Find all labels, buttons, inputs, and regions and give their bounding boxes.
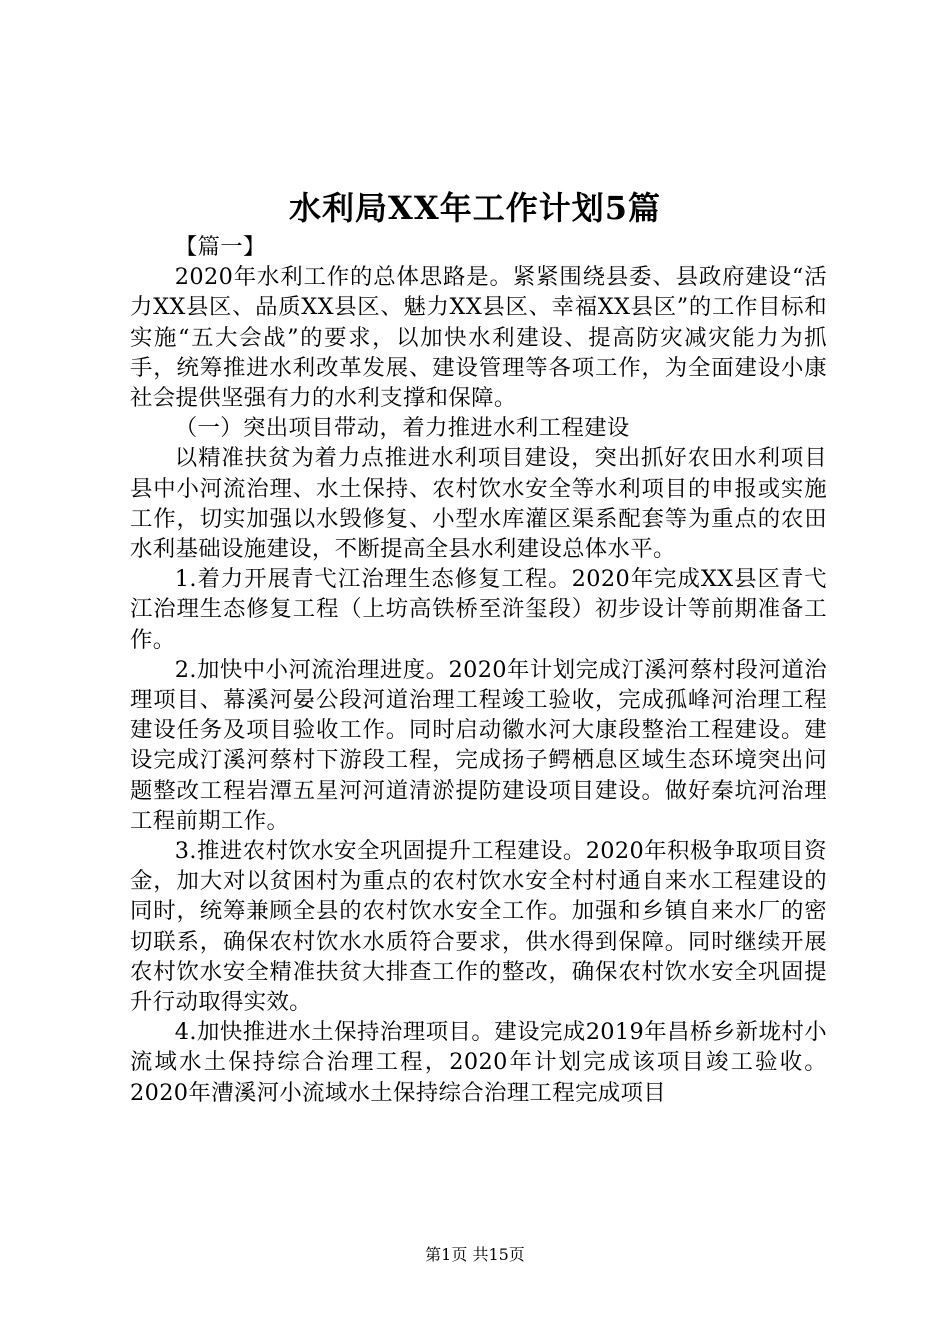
section-heading: （一）突出项目带动，着力推进水利工程建设	[174, 415, 630, 442]
paragraph: 3.推进农村饮水安全巩固提升工程建设。2020年积极争取项目资金，加大对以贫困村为重点的农村饮水安全村村通自来水工程建设的同时，统筹兼顾全县的农村饮水安全工作。加强和乡镇自来水厂的密切联系，确保农村饮水水质符合要求，供水得到保障。同时继续开展农村饮水安全精准扶贫大排查工作的整改，确保农村饮水安全巩固提升行动取得实效。	[130, 838, 827, 1016]
paragraph: 4.加快推进水土保持治理项目。建设完成2019年昌桥乡新垅村小流域水土保持综合治理工程，2020年计划完成该项目竣工验收。2020年漕溪河小流域水土保持综合治理工程完成项目	[130, 1019, 827, 1106]
document-title: 水利局XX年工作计划5篇	[289, 189, 661, 227]
paragraph: 以精准扶贫为着力点推进水利项目建设，突出抓好农田水利项目县中小河流治理、水土保持、农村饮水安全等水利项目的申报或实施工作，切实加强以水毁修复、小型水库灌区渠系配套等为重点的农田水利基础设施建设，不断提高全县水利建设总体水平。	[130, 445, 827, 563]
section-label: 【篇一】	[174, 234, 266, 260]
page-footer: 第1页 共15页	[425, 1245, 525, 1264]
paragraph: 2.加快中小河流治理进度。2020年计划完成汀溪河蔡村段河道治理项目、幕溪河晏公段河道治理工程竣工验收，完成孤峰河治理工程建设任务及项目验收工作。同时启动徽水河大康段整治工程建设。建设完成汀溪河蔡村下游段工程，完成扬子鳄栖息区域生态环境突出问题整改工程岩潭五星河河道清淤提防建设项目建设。做好秦坑河治理工程前期工作。	[130, 656, 827, 834]
paragraph: 1.着力开展青弋江治理生态修复工程。2020年完成XX县区青弋江治理生态修复工程（上坊高铁桥至浒玺段）初步设计等前期准备工作。	[130, 566, 827, 653]
paragraph: 2020年水利工作的总体思路是。紧紧围绕县委、县政府建设“活力XX县区、品质XX县区、魅力XX县区、幸福XX县区”的工作目标和实施“五大会战”的要求，以加快水利建设、提高防灾减灾能力为抓手，统筹推进水利改革发展、建设管理等各项工作，为全面建设小康社会提供坚强有力的水利支撑和保障。	[130, 264, 827, 412]
document-body	[130, 232, 827, 1108]
